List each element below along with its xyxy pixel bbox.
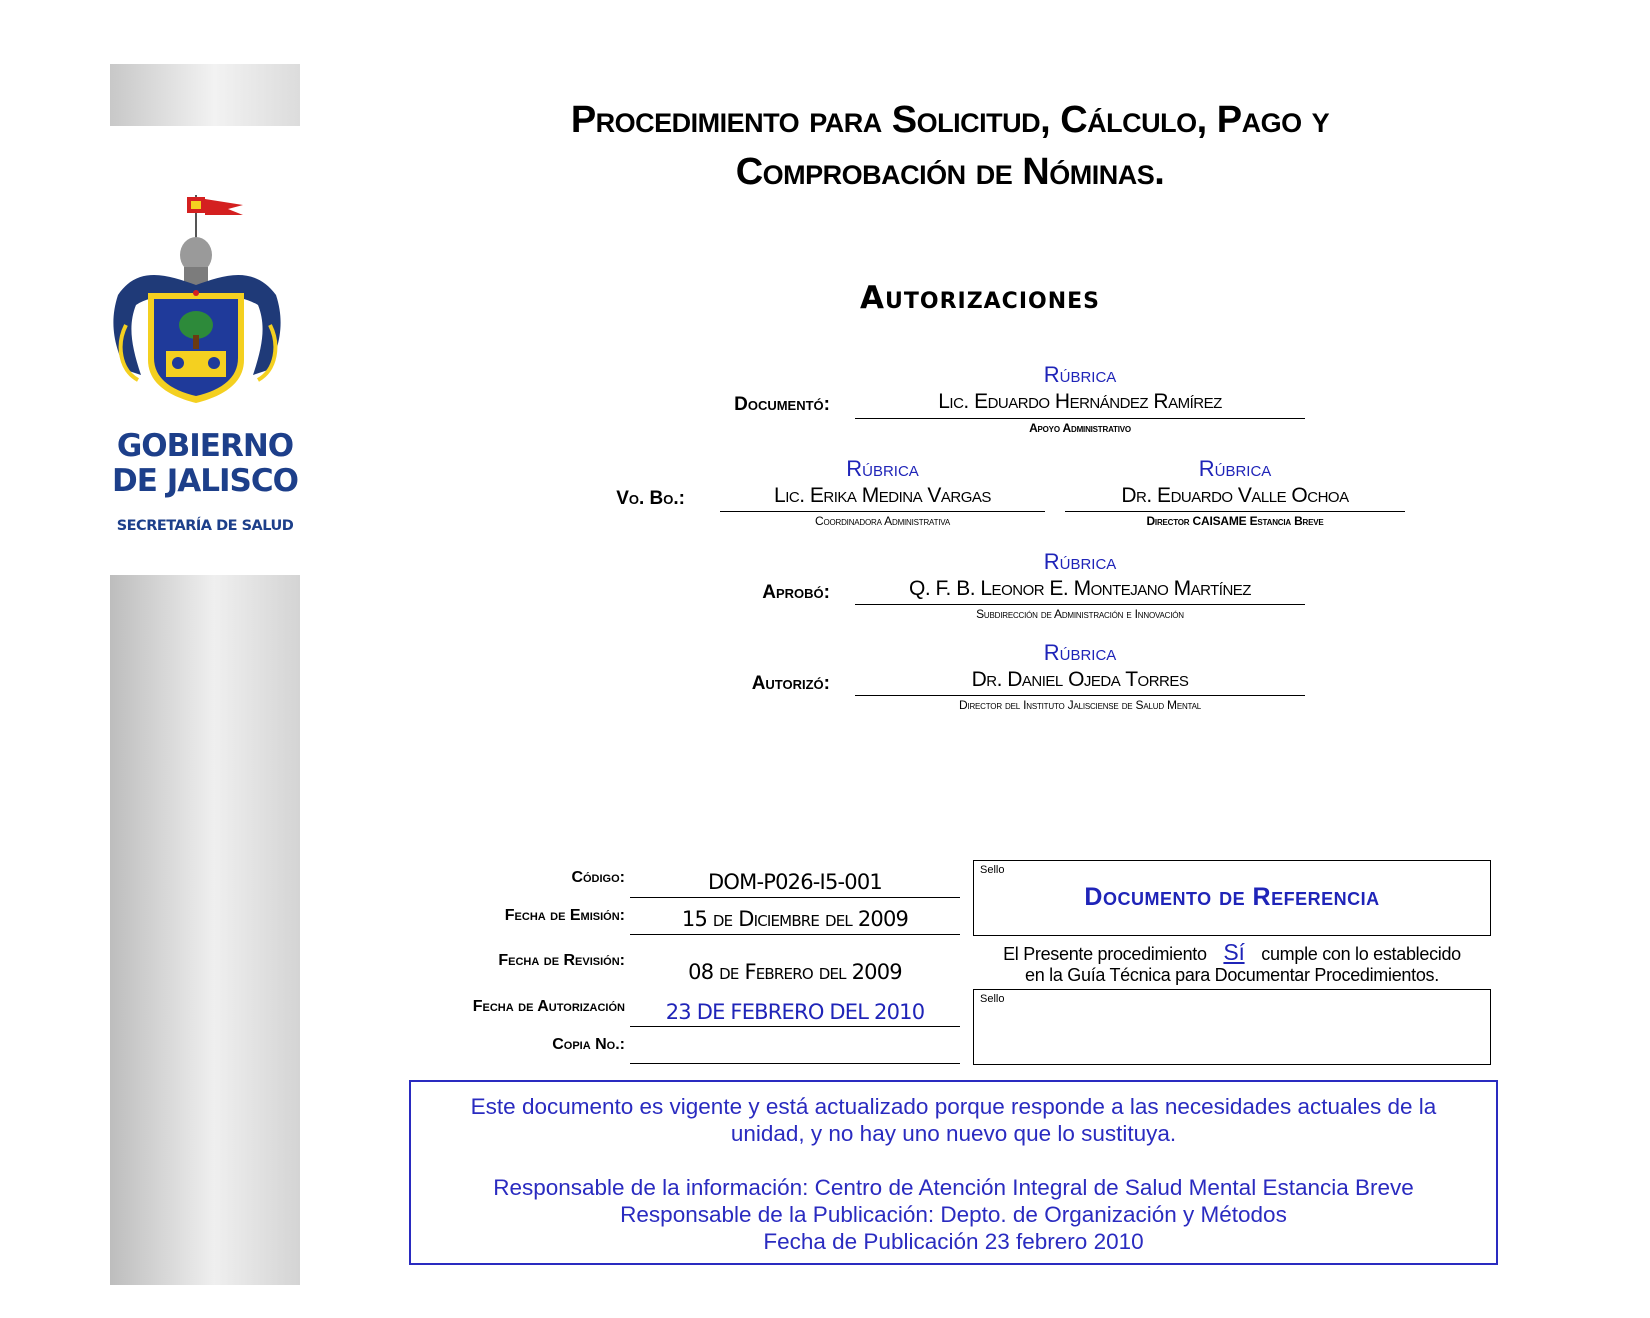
fecha-autorizacion-value: 23 DE FEBRERO DEL 2010 — [665, 1000, 925, 1024]
rubrica-vobo-2: Rúbrica — [1198, 456, 1272, 481]
rubrica-aprobo: Rúbrica — [1043, 549, 1117, 574]
autorizo-signature-line — [855, 695, 1305, 696]
title-line-2: Comprobación de Nóminas. — [735, 151, 1165, 193]
reference-statement — [973, 939, 1491, 966]
secretaria-label: SECRETARÍA DE SALUD — [116, 518, 294, 534]
info-line-1: Este documento es vigente y está actualizado porque responde a las necesidades actuales de la — [470, 1094, 1437, 1119]
aprobo-signature-line — [855, 604, 1305, 605]
fecha-autorizacion-line — [630, 1026, 960, 1027]
section-title: Autorizaciones — [860, 280, 1100, 316]
fecha-revision-value: 08 de Febrero del 2009 — [688, 960, 902, 984]
vigencia-info-box — [409, 1080, 1498, 1265]
vobo-label: Vo. Bo.: — [616, 488, 685, 509]
gobierno-line-2: DE JALISCO — [112, 463, 298, 499]
rubrica-vobo-1: Rúbrica — [846, 456, 919, 481]
codigo-line — [630, 897, 960, 898]
documento-referencia-box — [973, 860, 1491, 936]
rubrica-documento: Rúbrica — [1043, 362, 1117, 387]
sello-box — [973, 989, 1491, 1065]
aprobo-label: Aprobó: — [762, 582, 830, 603]
fecha-emision-value: 15 de Diciembre del 2009 — [681, 907, 909, 931]
statement-post: cumple con lo establecido — [1261, 944, 1461, 964]
statement-pre: El Presente procedimiento — [1003, 944, 1207, 964]
reference-statement-line-2: en la Guía Técnica para Documentar Procedimientos. — [1025, 965, 1439, 985]
gobierno-line-1: GOBIERNO — [116, 428, 294, 464]
documento-referencia-title: Documento de Referencia — [1084, 883, 1380, 911]
info-line-3: Responsable de la información: Centro de Atención Integral de Salud Mental Estancia Breve — [493, 1175, 1414, 1200]
documento-name: Lic. Eduardo Hernández Ramírez — [938, 390, 1222, 413]
info-line-2: unidad, y no hay uno nuevo que lo sustituya. — [730, 1121, 1177, 1146]
autorizo-position: Director del Instituto Jalisciense de Salud Mental — [958, 698, 1202, 712]
rubrica-autorizo: Rúbrica — [1043, 640, 1117, 665]
vobo-1-position: Coordinadora Administrativa — [815, 514, 950, 528]
codigo-value: DOM-P026-I5-001 — [708, 870, 882, 894]
sello-label-1: Sello — [980, 864, 1005, 876]
fecha-autorizacion-label: Fecha de Autorización — [472, 998, 625, 1015]
autorizo-name: Dr. Daniel Ojeda Torres — [971, 668, 1189, 691]
vobo-2-signature-line — [1065, 511, 1405, 512]
documento-signature-line — [855, 418, 1305, 419]
vobo-2-name: Dr. Eduardo Valle Ochoa — [1121, 484, 1349, 507]
aprobo-name: Q. F. B. Leonor E. Montejano Martínez — [909, 577, 1251, 600]
jalisco-coat-of-arms-logo — [108, 175, 288, 420]
title-line-1: Procedimiento para Solicitud, Cálculo, Pago y — [570, 99, 1330, 141]
vobo-1-name: Lic. Erika Medina Vargas — [774, 484, 991, 507]
aprobo-position: Subdirección de Administración e Innovación — [976, 607, 1184, 621]
autorizo-label: Autorizó: — [751, 673, 830, 694]
documento-label: Documentó: — [734, 394, 830, 415]
sidebar-bar-main — [110, 575, 300, 1285]
fecha-emision-line — [630, 934, 960, 935]
vobo-2-position: Director CAISAME Estancia Breve — [1146, 514, 1324, 528]
documento-position: Apoyo Administrativo — [1029, 421, 1131, 435]
fecha-emision-label: Fecha de Emisión: — [504, 907, 625, 924]
statement-value: Sí — [1223, 939, 1245, 965]
sidebar-bar-top — [110, 64, 300, 126]
codigo-label: Código: — [571, 869, 625, 886]
copia-line — [630, 1063, 960, 1064]
document-title — [420, 94, 1480, 198]
info-line-5: Fecha de Publicación 23 febrero 2010 — [763, 1229, 1144, 1254]
vobo-1-signature-line — [720, 511, 1045, 512]
copia-label: Copia No.: — [552, 1036, 625, 1053]
sello-label-2: Sello — [980, 993, 1005, 1005]
fecha-revision-label: Fecha de Revisión: — [498, 952, 625, 969]
info-line-4: Responsable de la Publicación: Depto. de Organización y Métodos — [620, 1202, 1287, 1227]
